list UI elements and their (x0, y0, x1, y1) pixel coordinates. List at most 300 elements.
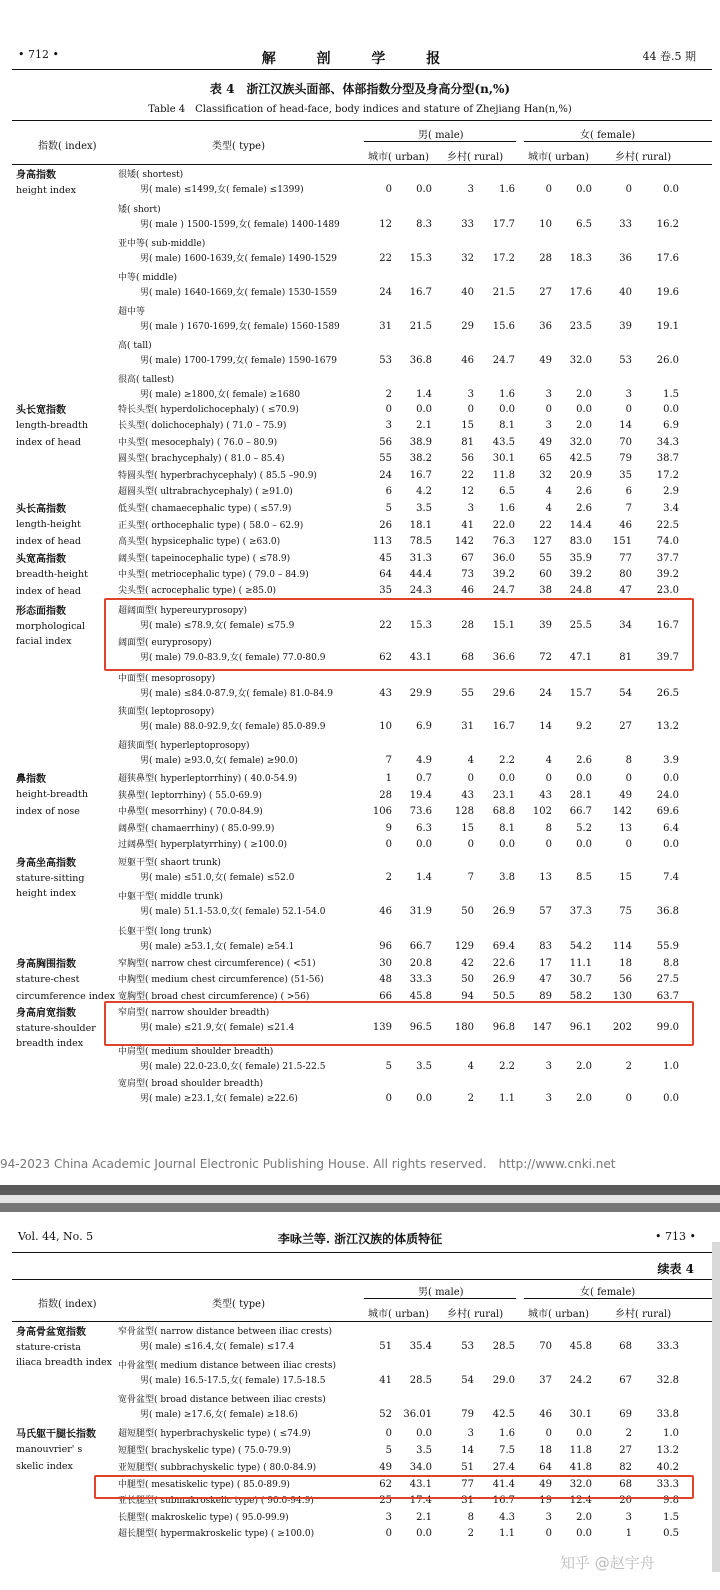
count-cell: 46 (539, 1409, 552, 1420)
percent-cell: 0.0 (663, 839, 679, 850)
type-label: 中头型( mesocephaly) ( 76.0 – 80.9) (118, 438, 278, 448)
percent-cell: 34.0 (409, 1462, 432, 1473)
type-label: 中骨盆型( medium distance between iliac crests) (118, 1361, 336, 1371)
type-label: 超狭鼻型( hyperleptorrhiny) ( 40.0-54.9) (118, 774, 298, 784)
percent-cell: 11.8 (492, 470, 515, 481)
type-cell (118, 502, 291, 517)
type-range: 男( male) 88.0-92.9,女( female) 85.0-89.9 (140, 722, 326, 732)
count-cell: 83 (539, 941, 552, 952)
percent-cell: 6.3 (416, 823, 432, 834)
percent-cell: 28.5 (492, 1341, 515, 1352)
type-cell (118, 822, 274, 837)
percent-cell: 42.5 (492, 1409, 515, 1420)
count-cell: 0 (545, 773, 552, 784)
count-cell: 0 (385, 404, 392, 415)
percent-cell: 7.5 (499, 1445, 515, 1456)
percent-cell: 1.6 (499, 184, 515, 195)
count-cell: 56 (379, 437, 392, 448)
percent-cell: 6.5 (499, 486, 515, 497)
type-cell (118, 305, 340, 335)
type-label: 很矮( shortest) (118, 170, 184, 180)
scrollbar[interactable] (712, 1242, 720, 1572)
percent-cell: 33.8 (656, 1409, 679, 1420)
count-cell: 55 (461, 688, 474, 699)
percent-cell: 0.0 (416, 1093, 432, 1104)
type-label: 高头型( hypsicephalic type) ( ≥63.0) (118, 537, 281, 547)
type-label: 超圆头型( ultrabrachycephaly) ( ≥91.0) (118, 487, 293, 497)
type-cell (118, 403, 299, 418)
percent-cell: 37.3 (569, 906, 592, 917)
percent-cell: 23.1 (492, 790, 515, 801)
count-cell: 129 (454, 941, 474, 952)
type-label: 矮( short) (118, 205, 161, 215)
count-cell: 0 (385, 1428, 392, 1439)
type-cell (118, 973, 324, 988)
percent-cell: 38.7 (656, 453, 679, 464)
count-cell: 0 (467, 773, 474, 784)
type-cell (118, 789, 262, 804)
type-range: 男( male) ≤84.0-87.9,女( female) 81.0-84.9 (140, 689, 333, 699)
count-cell: 22 (379, 253, 392, 264)
count-cell: 50 (461, 906, 474, 917)
percent-cell: 8.1 (499, 823, 515, 834)
index-name-en: skelic index (16, 1461, 73, 1472)
count-cell: 37 (539, 1375, 552, 1386)
count-cell: 0 (625, 184, 632, 195)
type-label: 长腿型( makroskelic type) ( 95.0-99.9) (118, 1513, 289, 1523)
type-cell (118, 419, 286, 434)
count-cell: 25 (379, 1495, 392, 1506)
percent-cell: 6.9 (663, 420, 679, 431)
type-label: 过阔鼻型( hyperplatyrrhiny) ( ≥100.0) (118, 840, 288, 850)
count-cell: 67 (619, 1375, 632, 1386)
table-caption-cn: 表 4 浙江汉族头面部、体部指数分型及身高分型(n,%) (209, 82, 511, 96)
percent-cell: 16.7 (409, 287, 432, 298)
table-top-rule (12, 1279, 712, 1280)
count-cell: 22 (379, 620, 392, 631)
type-cell (118, 1427, 311, 1442)
type-label: 亚中等( sub-middle) (118, 239, 206, 249)
count-cell: 18 (619, 958, 632, 969)
percent-cell: 96.8 (492, 1022, 515, 1033)
copyright-notice: 94-2023 China Academic Journal Electronic Publishing House. All rights reserved. http://www.cnki.net (0, 1157, 616, 1171)
count-cell: 33 (461, 219, 474, 230)
header-male: 男( male) (418, 130, 464, 141)
count-cell: 31 (461, 721, 474, 732)
type-label: 超短腿型( hyperbrachyskelic type) ( ≤74.9) (118, 1429, 311, 1439)
count-cell: 62 (379, 1479, 392, 1490)
count-cell: 28 (461, 620, 474, 631)
count-cell: 39 (619, 321, 632, 332)
percent-cell: 1.6 (499, 503, 515, 514)
percent-cell: 2.0 (576, 1093, 592, 1104)
percent-cell: 0.0 (499, 839, 515, 850)
count-cell: 2 (467, 1093, 474, 1104)
count-cell: 45 (379, 553, 392, 564)
type-label: 阔鼻型( chamaerrhiny) ( 85.0-99.9) (118, 824, 275, 834)
count-cell: 0 (545, 839, 552, 850)
type-range: 男( male) 1600-1639,女( female) 1490-1529 (140, 254, 337, 264)
count-cell: 3 (467, 1428, 474, 1439)
percent-cell: 8.8 (663, 958, 679, 969)
index-name: 身高坐高指数 (16, 858, 76, 869)
type-cell (118, 1393, 326, 1423)
count-cell: 49 (619, 790, 632, 801)
percent-cell: 2.0 (576, 389, 592, 400)
type-cell (118, 957, 316, 972)
count-cell: 81 (619, 652, 632, 663)
count-cell: 127 (532, 536, 552, 547)
count-cell: 35 (619, 470, 632, 481)
percent-cell: 37.7 (656, 553, 679, 564)
count-cell: 12 (379, 219, 392, 230)
count-cell: 82 (619, 1462, 632, 1473)
percent-cell: 0.0 (416, 404, 432, 415)
percent-cell: 38.9 (409, 437, 432, 448)
percent-cell: 0.0 (576, 404, 592, 415)
percent-cell: 17.4 (409, 1495, 432, 1506)
percent-cell: 41.8 (569, 1462, 592, 1473)
count-cell: 6 (385, 486, 392, 497)
count-cell: 24 (379, 287, 392, 298)
type-cell (118, 519, 303, 534)
count-cell: 106 (372, 806, 392, 817)
type-cell (118, 1461, 316, 1476)
count-cell: 22 (461, 470, 474, 481)
percent-cell: 29.0 (492, 1375, 515, 1386)
percent-cell: 17.2 (656, 470, 679, 481)
count-cell: 64 (379, 569, 392, 580)
percent-cell: 38.2 (409, 453, 432, 464)
count-cell: 2 (467, 1528, 474, 1539)
type-range: 男( male) 51.1-53.0,女( female) 52.1-54.0 (140, 907, 326, 917)
type-range: 男( male) ≥93.0,女( female) ≥90.0) (140, 756, 298, 766)
count-cell: 70 (539, 1341, 552, 1352)
percent-cell: 16.7 (492, 1495, 515, 1506)
percent-cell: 43.5 (492, 437, 515, 448)
type-range: 男( male) ≤21.9,女( female) ≤21.4 (140, 1023, 295, 1033)
count-cell: 5 (385, 1061, 392, 1072)
percent-cell: 34.3 (656, 437, 679, 448)
type-cell (118, 469, 317, 484)
table-top-rule (12, 120, 712, 121)
header-male-rural: 乡村( rural) (447, 152, 504, 163)
continued-label: 续表 4 (657, 1262, 694, 1276)
header-bottom-rule (12, 1321, 712, 1322)
percent-cell: 2.0 (576, 420, 592, 431)
count-cell: 0 (625, 839, 632, 850)
type-range: 男( male ) 1500-1599,女( female) 1400-1489 (140, 220, 340, 230)
count-cell: 49 (539, 355, 552, 366)
count-cell: 139 (372, 1022, 392, 1033)
index-name-en: height index (16, 185, 77, 196)
count-cell: 102 (532, 806, 552, 817)
count-cell: 41 (461, 520, 474, 531)
count-cell: 7 (467, 872, 474, 883)
type-label: 中腿型( mesatiskelic type) ( 85.0-89.9) (118, 1480, 290, 1490)
percent-cell: 27.5 (656, 974, 679, 985)
count-cell: 42 (461, 958, 474, 969)
percent-cell: 3.5 (416, 1061, 432, 1072)
type-cell (118, 452, 285, 467)
percent-cell: 63.7 (656, 991, 679, 1002)
count-cell: 33 (619, 219, 632, 230)
count-cell: 14 (461, 1445, 474, 1456)
percent-cell: 30.1 (569, 1409, 592, 1420)
type-cell (118, 705, 325, 735)
count-cell: 56 (619, 974, 632, 985)
percent-cell: 96.5 (409, 1022, 432, 1033)
type-range: 男( male) 1640-1669,女( female) 1530-1559 (140, 288, 337, 298)
count-cell: 49 (379, 1462, 392, 1473)
percent-cell: 0.0 (576, 1428, 592, 1439)
percent-cell: 0.0 (576, 1528, 592, 1539)
percent-cell: 21.5 (409, 321, 432, 332)
percent-cell: 0.0 (663, 404, 679, 415)
percent-cell: 32.8 (656, 1375, 679, 1386)
count-cell: 68 (619, 1341, 632, 1352)
percent-cell: 23.5 (569, 321, 592, 332)
count-cell: 73 (461, 569, 474, 580)
percent-cell: 0.0 (499, 773, 515, 784)
count-cell: 4 (545, 503, 552, 514)
count-cell: 43 (379, 688, 392, 699)
count-cell: 4 (467, 755, 474, 766)
type-label: 圆头型( brachycephaly) ( 81.0 – 85.4) (118, 454, 285, 464)
count-cell: 35 (379, 585, 392, 596)
percent-cell: 25.5 (569, 620, 592, 631)
type-label: 高( tall) (118, 341, 152, 351)
header-type: 类型( type) (212, 141, 265, 152)
type-label: 短腿型( brachyskelic type) ( 75.0-79.9) (118, 1446, 291, 1456)
type-label: 亚长腿型( submakroskelic type) ( 90.0-94.9) (118, 1496, 314, 1506)
header-female: 女( female) (580, 130, 636, 141)
percent-cell: 3.9 (663, 755, 679, 766)
page-divider (0, 1185, 720, 1195)
type-range: 男( male ) 1670-1699,女( female) 1560-1589 (140, 322, 340, 332)
index-name-en: height index (16, 888, 77, 899)
count-cell: 54 (619, 688, 632, 699)
percent-cell: 2.6 (576, 755, 592, 766)
count-cell: 4 (545, 755, 552, 766)
percent-cell: 36.6 (492, 652, 515, 663)
count-cell: 3 (467, 503, 474, 514)
percent-cell: 17.2 (492, 253, 515, 264)
count-cell: 147 (532, 1022, 552, 1033)
header-index: 指数( index) (38, 141, 97, 152)
count-cell: 2 (385, 389, 392, 400)
count-cell: 55 (379, 453, 392, 464)
percent-cell: 32.0 (569, 1479, 592, 1490)
percent-cell: 6.9 (416, 721, 432, 732)
type-label: 中等( middle) (118, 273, 178, 283)
type-label: 超阔面型( hypereuryprosopy) (118, 606, 248, 616)
type-label: 窄肩型( narrow shoulder breadth) (118, 1008, 270, 1018)
count-cell: 81 (461, 437, 474, 448)
type-cell (118, 373, 300, 403)
percent-cell: 33.3 (656, 1479, 679, 1490)
percent-cell: 36.0 (492, 553, 515, 564)
type-label: 中躯干型( middle trunk) (118, 892, 223, 902)
count-cell: 53 (619, 355, 632, 366)
count-cell: 32 (539, 470, 552, 481)
index-name-en: iliaca breadth index (16, 1357, 112, 1368)
type-label: 宽骨盆型( broad distance between iliac crests) (118, 1395, 326, 1405)
count-cell: 7 (385, 755, 392, 766)
index-name-en: facial index (16, 636, 72, 647)
percent-cell: 0.0 (416, 1528, 432, 1539)
percent-cell: 20.8 (409, 958, 432, 969)
count-cell: 66 (379, 991, 392, 1002)
type-cell (118, 1359, 336, 1389)
header-rule (12, 69, 712, 70)
index-name-en: height-breadth (16, 789, 88, 800)
count-cell: 0 (545, 404, 552, 415)
percent-cell: 19.1 (656, 321, 679, 332)
percent-cell: 1.4 (416, 389, 432, 400)
percent-cell: 0.7 (416, 773, 432, 784)
header-female-urban: 城市( urban) (528, 152, 590, 163)
percent-cell: 35.4 (409, 1341, 432, 1352)
type-range: 男( male) ≥1800,女( female) ≥1680 (140, 390, 301, 400)
header-type: 类型( type) (212, 1299, 265, 1310)
percent-cell: 11.1 (569, 958, 592, 969)
type-label: 很高( tallest) (118, 375, 175, 385)
percent-cell: 22.6 (492, 958, 515, 969)
percent-cell: 16.7 (409, 470, 432, 481)
count-cell: 26 (379, 520, 392, 531)
count-cell: 22 (539, 520, 552, 531)
count-cell: 94 (461, 991, 474, 1002)
highlight-box (104, 598, 694, 671)
count-cell: 3 (467, 389, 474, 400)
type-label: 正头型( orthocephalic type) ( 58.0 – 62.9) (118, 521, 304, 531)
count-cell: 55 (539, 553, 552, 564)
page-number: • 713 • (655, 1230, 696, 1243)
percent-cell: 55.9 (656, 941, 679, 952)
percent-cell: 16.7 (656, 620, 679, 631)
percent-cell: 2.6 (576, 503, 592, 514)
count-cell: 31 (379, 321, 392, 332)
count-cell: 15 (461, 823, 474, 834)
type-cell (118, 552, 290, 567)
percent-cell: 1.1 (499, 1093, 515, 1104)
index-name-en: breadth-height (16, 569, 88, 580)
index-name: 形态面指数 (16, 606, 66, 617)
type-cell (118, 772, 297, 787)
percent-cell: 15.1 (492, 620, 515, 631)
percent-cell: 24.2 (569, 1375, 592, 1386)
header-index: 指数( index) (38, 1299, 97, 1310)
count-cell: 77 (619, 553, 632, 564)
running-header (0, 48, 720, 68)
percent-cell: 26.9 (492, 974, 515, 985)
table-caption-en: Table 4 Classification of head-face, body indices and stature of Zhejiang Han(n,%) (148, 104, 572, 115)
percent-cell: 1.4 (416, 872, 432, 883)
type-label: 低头型( chamaecephalic type) ( ≤57.9) (118, 504, 292, 514)
count-cell: 15 (619, 872, 632, 883)
percent-cell: 19.6 (656, 287, 679, 298)
type-cell (118, 1077, 298, 1107)
type-range: 男( male) 79.0-83.9,女( female) 77.0-80.9 (140, 653, 326, 663)
count-cell: 7 (625, 503, 632, 514)
percent-cell: 21.5 (492, 287, 515, 298)
index-name-en: circumference index (16, 991, 115, 1002)
count-cell: 2 (385, 872, 392, 883)
percent-cell: 2.0 (576, 1061, 592, 1072)
percent-cell: 58.2 (569, 991, 592, 1002)
percent-cell: 1.6 (499, 1428, 515, 1439)
count-cell: 53 (379, 355, 392, 366)
index-name: 身高指数 (16, 170, 56, 181)
index-name: 马氏躯干腿长指数 (16, 1429, 96, 1440)
percent-cell: 32.0 (569, 355, 592, 366)
count-cell: 89 (539, 991, 552, 1002)
percent-cell: 3.5 (416, 1445, 432, 1456)
percent-cell: 66.7 (569, 806, 592, 817)
type-label: 中鼻型( mesorrhiny) ( 70.0-84.9) (118, 807, 263, 817)
index-name-en: index of nose (16, 806, 80, 817)
percent-cell: 36.8 (656, 906, 679, 917)
count-cell: 0 (545, 184, 552, 195)
type-label: 长头型( dolichocephaly) ( 71.0 – 75.9) (118, 421, 287, 431)
count-cell: 46 (379, 906, 392, 917)
percent-cell: 73.6 (409, 806, 432, 817)
count-cell: 0 (385, 839, 392, 850)
index-name-en: morphological (16, 621, 86, 632)
count-cell: 3 (545, 1512, 552, 1523)
percent-cell: 23.0 (656, 585, 679, 596)
type-range: 男( male) 16.5-17.5,女( female) 17.5-18.5 (140, 1376, 326, 1386)
percent-cell: 2.6 (576, 486, 592, 497)
percent-cell: 2.1 (416, 1512, 432, 1523)
count-cell: 20 (619, 1495, 632, 1506)
type-label: 亚短腿型( subbrachyskelic type) ( 80.0-84.9) (118, 1463, 317, 1473)
percent-cell: 18.1 (409, 520, 432, 531)
count-cell: 10 (539, 219, 552, 230)
count-cell: 24 (379, 470, 392, 481)
type-cell (118, 271, 337, 301)
percent-cell: 41.4 (492, 1479, 515, 1490)
type-cell (118, 535, 280, 550)
percent-cell: 0.0 (663, 1093, 679, 1104)
percent-cell: 16.7 (492, 721, 515, 732)
type-cell (118, 568, 309, 583)
count-cell: 96 (379, 941, 392, 952)
count-cell: 13 (539, 872, 552, 883)
count-cell: 202 (612, 1022, 632, 1033)
percent-cell: 0.0 (576, 839, 592, 850)
type-label: 中头型( metriocephalic type) ( 79.0 – 84.9) (118, 570, 309, 580)
count-cell: 0 (625, 1093, 632, 1104)
percent-cell: 24.0 (656, 790, 679, 801)
type-cell (118, 1527, 314, 1542)
header-male-urban: 城市( urban) (368, 152, 430, 163)
type-label: 特圆头型( hyperbrachycephaly) ( 85.5 –90.9) (118, 471, 317, 481)
type-label: 窄胸型( narrow chest circumference) ( <51) (118, 959, 316, 969)
type-label: 中胸型( medium chest circumference) (51-56) (118, 975, 324, 985)
percent-cell: 4.3 (499, 1512, 515, 1523)
count-cell: 54 (461, 1375, 474, 1386)
type-label: 超中等 (118, 307, 146, 317)
percent-cell: 99.0 (656, 1022, 679, 1033)
percent-cell: 11.8 (569, 1445, 592, 1456)
header-male: 男( male) (418, 1287, 464, 1298)
percent-cell: 28.5 (409, 1375, 432, 1386)
type-range: 男( male) ≤51.0,女( female) ≤52.0 (140, 873, 295, 883)
percent-cell: 22.0 (492, 520, 515, 531)
percent-cell: 0.5 (663, 1528, 679, 1539)
